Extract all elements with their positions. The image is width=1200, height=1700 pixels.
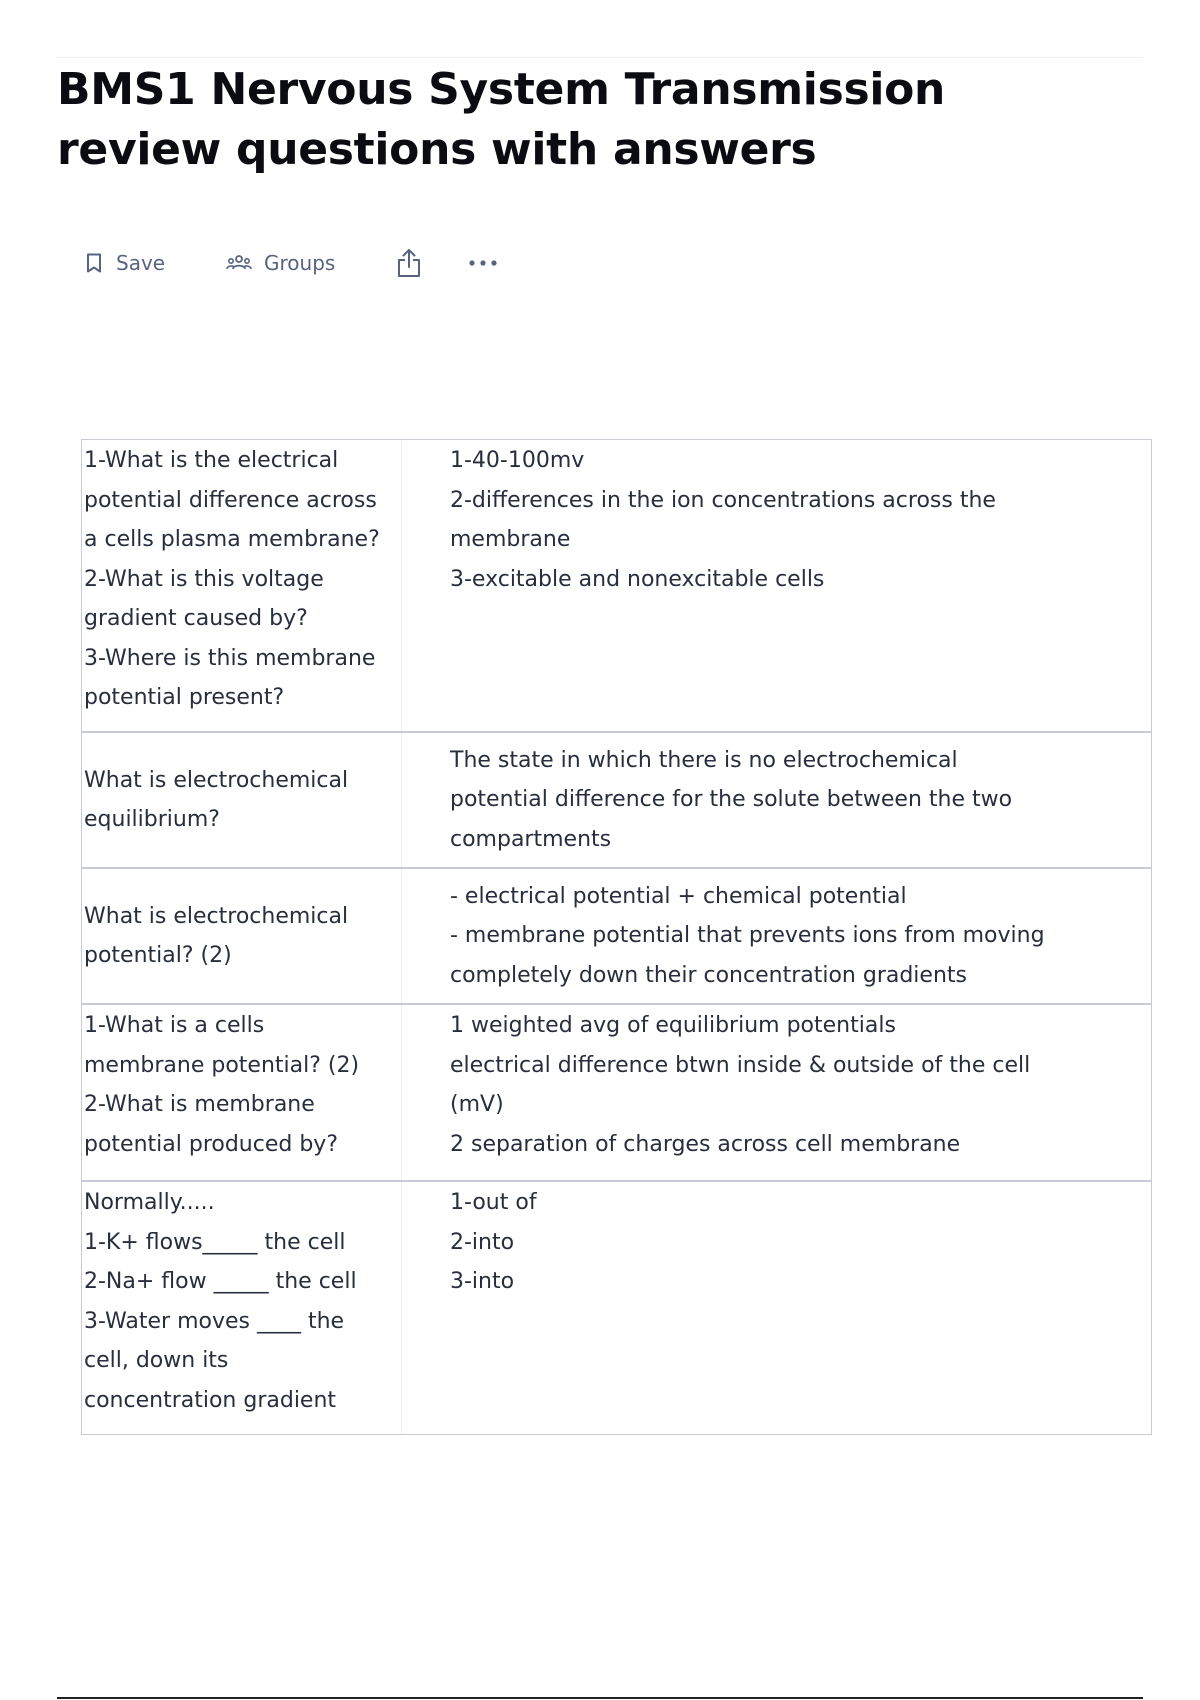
action-bar (86, 246, 508, 280)
term-cell: What is electrochemical potential? (2) (82, 869, 402, 1003)
top-divider (57, 57, 1143, 58)
table-row (82, 1180, 1151, 1434)
table-row (82, 440, 1151, 731)
bookmark-icon (86, 253, 116, 273)
definition-cell: 1-out of 2-into 3-into (450, 1190, 537, 1294)
page-title: BMS1 Nervous System Transmission review questions with answers (57, 64, 946, 175)
term-cell: 1-What is the electrical potential difference across a cells plasma membrane? 2-What is this voltage gradient caused by? 3-Where is this membrane potential present? (82, 440, 402, 731)
definition-cell: The state in which there is no electrochemical potential difference for the solute between the two compartments (450, 747, 1013, 852)
term-cell: Normally..... 1-K+ flows_____ the cell 2-Na+ flow _____ the cell 3-Water moves ____ the cell, down its concentration gradient (82, 1182, 402, 1434)
table-row (82, 1003, 1151, 1180)
table-row (82, 731, 1151, 867)
groups-icon (226, 255, 264, 271)
more-options-button[interactable] (468, 259, 508, 267)
save-label: Save (116, 251, 166, 275)
definition-cell: - electrical potential + chemical potential - membrane potential that prevents ions from moving completely down their concentration gradients (450, 883, 1045, 988)
share-icon (396, 248, 422, 278)
term-cell: 1-What is a cells membrane potential? (2) 2-What is membrane potential produced by? (82, 1005, 402, 1180)
save-button[interactable] (86, 251, 226, 275)
term-cell: What is electrochemical equilibrium? (82, 733, 402, 867)
bottom-divider (57, 1697, 1143, 1699)
table-row (82, 867, 1151, 1003)
definition-cell: 1 weighted avg of equilibrium potentials electrical difference btwn inside & outside of the cell (mV) 2 separation of charges across cell membrane (450, 1013, 1031, 1157)
definition-cell: 1-40-100mv 2-differences in the ion concentrations across the membrane 3-excitable and nonexcitable cells (450, 448, 996, 592)
share-button[interactable] (396, 248, 468, 278)
groups-label: Groups (264, 251, 336, 275)
more-icon (468, 259, 498, 267)
flashcard-table (81, 439, 1152, 1435)
groups-button[interactable] (226, 251, 396, 275)
